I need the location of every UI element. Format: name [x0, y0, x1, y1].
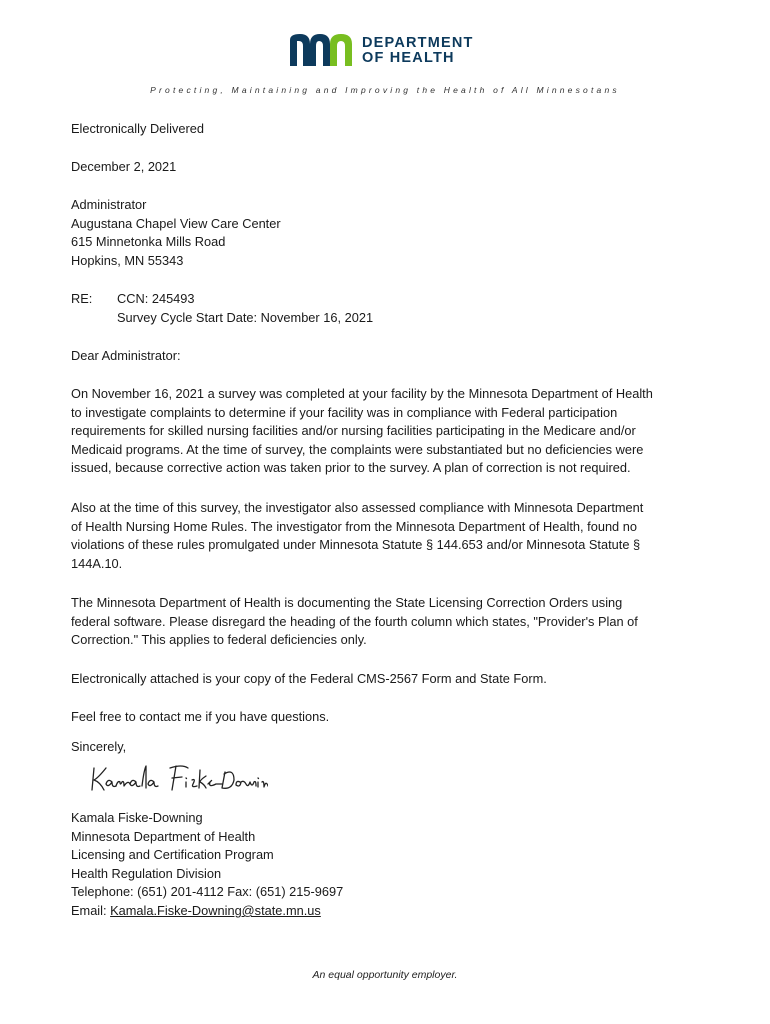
signer-program: Licensing and Certification Program	[71, 847, 274, 863]
email-link[interactable]: Kamala.Fiske-Downing@state.mn.us	[110, 902, 321, 918]
address-line: 615 Minnetonka Mills Road	[71, 234, 226, 250]
paragraph-line: Correction." This applies to federal deficiencies only.	[71, 632, 367, 648]
paragraph-line: issued, because corrective action was taken prior to the survey. A plan of correction is not required.	[71, 460, 631, 476]
paragraph-2	[71, 499, 703, 573]
paragraph-line: federal software. Please disregard the heading of the fourth column which states, "Provider's Plan of	[71, 613, 638, 629]
paragraph-line: On November 16, 2021 a survey was completed at your facility by the Minnesota Department of Health	[71, 386, 653, 401]
letter-date: December 2, 2021	[71, 159, 177, 174]
signer-name: Kamala Fiske-Downing	[71, 810, 203, 825]
paragraph-5: Feel free to contact me if you have questions.	[71, 709, 330, 724]
mdh-logo	[290, 34, 474, 68]
address-line: Administrator	[71, 197, 147, 212]
logo-line-department: DEPARTMENT	[362, 35, 474, 51]
signer-division: Health Regulation Division	[71, 865, 222, 881]
handwritten-signature	[88, 760, 268, 805]
paragraph-line: to investigate complaints to determine if your facility was in compliance with Federal participation	[71, 404, 618, 420]
address-line: Hopkins, MN 55343	[71, 252, 184, 268]
signature-icon	[88, 760, 268, 800]
footer-note: An equal opportunity employer.	[312, 969, 458, 981]
paragraph-line: violations of these rules promulgated under Minnesota Statute § 144.653 and/or Minnesota Statute §	[71, 537, 641, 553]
logo-wordmark	[362, 36, 474, 66]
logo-line-of-health: OF HEALTH	[362, 50, 455, 66]
signer-phone: Telephone: (651) 201-4112 Fax: (651) 215-9697	[71, 884, 344, 900]
paragraph-1	[71, 385, 703, 478]
paragraph-line: Also at the time of this survey, the investigator also assessed compliance with Minnesota Department	[71, 500, 644, 515]
paragraph-line: Medicaid programs. At the time of survey, the complaints were substantiated but no deficiencies were	[71, 441, 644, 457]
closing: Sincerely,	[71, 739, 127, 754]
tagline: Protecting, Maintaining and Improving the Health of All Minnesotans	[150, 85, 620, 95]
email-label: Email:	[71, 902, 111, 918]
paragraph-4: Electronically attached is your copy of the Federal CMS-2567 Form and State Form.	[71, 671, 547, 686]
recipient-address	[71, 196, 703, 270]
mn-logo-icon	[290, 34, 354, 68]
signer-org: Minnesota Department of Health	[71, 828, 256, 844]
paragraph-line: requirements for skilled nursing facilities and/or nursing facilities participating in the Medicare and/or	[71, 423, 636, 439]
salutation: Dear Administrator:	[71, 348, 181, 363]
paragraph-line: 144A.10.	[71, 555, 123, 571]
re-details	[117, 290, 373, 327]
paragraph-line: of Health Nursing Home Rules. The investigator from the Minnesota Department of Health, found no	[71, 518, 637, 534]
ccn-line: CCN: 245493	[117, 291, 195, 306]
survey-date-line: Survey Cycle Start Date: November 16, 2021	[117, 309, 374, 325]
paragraph-3	[71, 594, 703, 650]
signer-block	[71, 809, 703, 921]
address-line: Augustana Chapel View Care Center	[71, 215, 281, 231]
paragraph-line: The Minnesota Department of Health is documenting the State Licensing Correction Orders using	[71, 595, 623, 610]
signer-email-line	[71, 902, 703, 921]
delivery-method: Electronically Delivered	[71, 121, 204, 136]
re-label: RE:	[71, 291, 93, 306]
